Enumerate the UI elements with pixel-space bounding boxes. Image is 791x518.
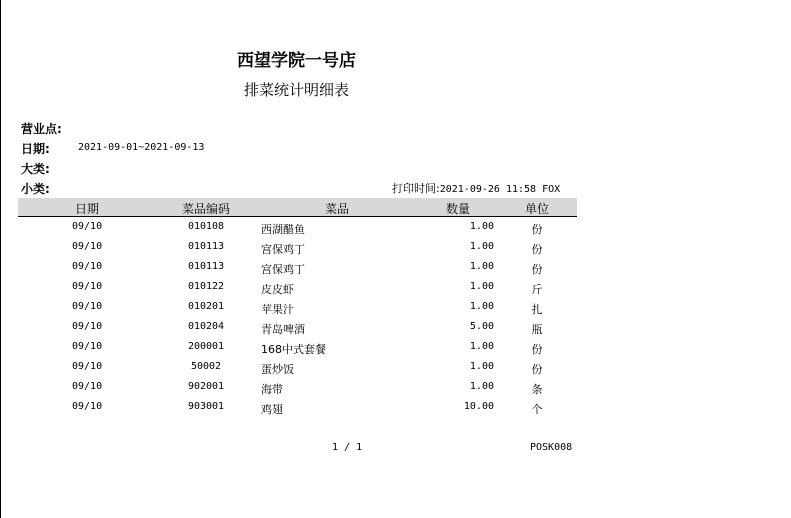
row-date: 09/10 — [72, 241, 103, 252]
header-code: 菜品编码 — [181, 202, 230, 216]
row-date: 09/10 — [72, 261, 103, 272]
table-row — [18, 298, 577, 318]
table-row — [18, 318, 577, 338]
row-dish: 蛋炒饭 — [261, 363, 294, 376]
row-unit: 份 — [531, 263, 543, 276]
row-dish: 苹果汁 — [261, 303, 294, 316]
category-label: 大类: — [21, 162, 50, 176]
page-edge — [0, 0, 1, 518]
row-code: 010201 — [187, 301, 225, 312]
row-code: 903001 — [187, 401, 225, 412]
row-qty: 1.00 — [469, 301, 494, 312]
row-date: 09/10 — [72, 381, 103, 392]
header-date: 日期 — [74, 202, 99, 216]
table-header — [18, 198, 577, 217]
row-dish: 宫保鸡丁 — [261, 263, 305, 276]
header-qty: 数量 — [446, 202, 471, 216]
header-unit: 单位 — [524, 202, 549, 216]
row-code: 010113 — [187, 261, 225, 272]
outlet-label: 营业点: — [21, 122, 62, 136]
report-title: 排菜统计明细表 — [243, 81, 349, 99]
row-qty: 1.00 — [469, 361, 494, 372]
row-unit: 斤 — [531, 283, 543, 296]
row-date: 09/10 — [72, 221, 103, 232]
table-row — [18, 258, 577, 278]
row-date: 09/10 — [72, 361, 103, 372]
table-row — [18, 378, 577, 398]
print-time-label: 打印时间: — [392, 182, 440, 195]
row-code: 010122 — [187, 281, 225, 292]
row-qty: 1.00 — [469, 261, 494, 272]
report-code: POSK008 — [530, 442, 573, 453]
store-name: 西望学院一号店 — [237, 51, 356, 71]
row-code: 50002 — [190, 361, 222, 372]
row-unit: 份 — [531, 243, 543, 256]
table-row — [18, 398, 577, 418]
row-date: 09/10 — [72, 281, 103, 292]
row-date: 09/10 — [72, 341, 103, 352]
row-qty: 10.00 — [463, 401, 494, 412]
date-range-value: 2021-09-01~2021-09-13 — [78, 142, 205, 153]
row-dish: 鸡翅 — [261, 403, 283, 416]
row-qty: 1.00 — [469, 221, 494, 232]
table-row — [18, 358, 577, 378]
row-dish: 西湖醋鱼 — [261, 223, 305, 236]
date-label: 日期: — [21, 142, 50, 156]
table-row — [18, 218, 577, 238]
row-dish: 168中式套餐 — [261, 343, 326, 356]
row-code: 902001 — [187, 381, 225, 392]
row-date: 09/10 — [72, 401, 103, 412]
row-code: 010108 — [187, 221, 225, 232]
row-unit: 瓶 — [531, 323, 543, 336]
row-code: 010113 — [187, 241, 225, 252]
row-dish: 皮皮虾 — [261, 283, 294, 296]
row-unit: 份 — [531, 223, 543, 236]
header-dish: 菜品 — [325, 202, 350, 216]
row-dish: 宫保鸡丁 — [261, 243, 305, 256]
row-code: 010204 — [187, 321, 225, 332]
row-unit: 份 — [531, 363, 543, 376]
table-row — [18, 338, 577, 358]
table-row — [18, 278, 577, 298]
row-qty: 1.00 — [469, 341, 494, 352]
row-dish: 海带 — [261, 383, 283, 396]
row-date: 09/10 — [72, 321, 103, 332]
row-date: 09/10 — [72, 301, 103, 312]
row-unit: 个 — [531, 403, 543, 416]
row-qty: 1.00 — [469, 281, 494, 292]
row-qty: 1.00 — [469, 241, 494, 252]
row-unit: 条 — [531, 383, 543, 396]
row-unit: 份 — [531, 343, 543, 356]
row-qty: 1.00 — [469, 381, 494, 392]
print-time — [392, 180, 560, 196]
subcategory-label: 小类: — [21, 182, 50, 196]
row-code: 200001 — [187, 341, 225, 352]
table-row — [18, 238, 577, 258]
page-number: 1 / 1 — [332, 442, 363, 453]
row-unit: 扎 — [531, 303, 543, 316]
row-qty: 5.00 — [469, 321, 494, 332]
print-time-value: 2021-09-26 11:58 FOX — [439, 184, 561, 195]
row-dish: 青岛啤酒 — [261, 323, 305, 336]
